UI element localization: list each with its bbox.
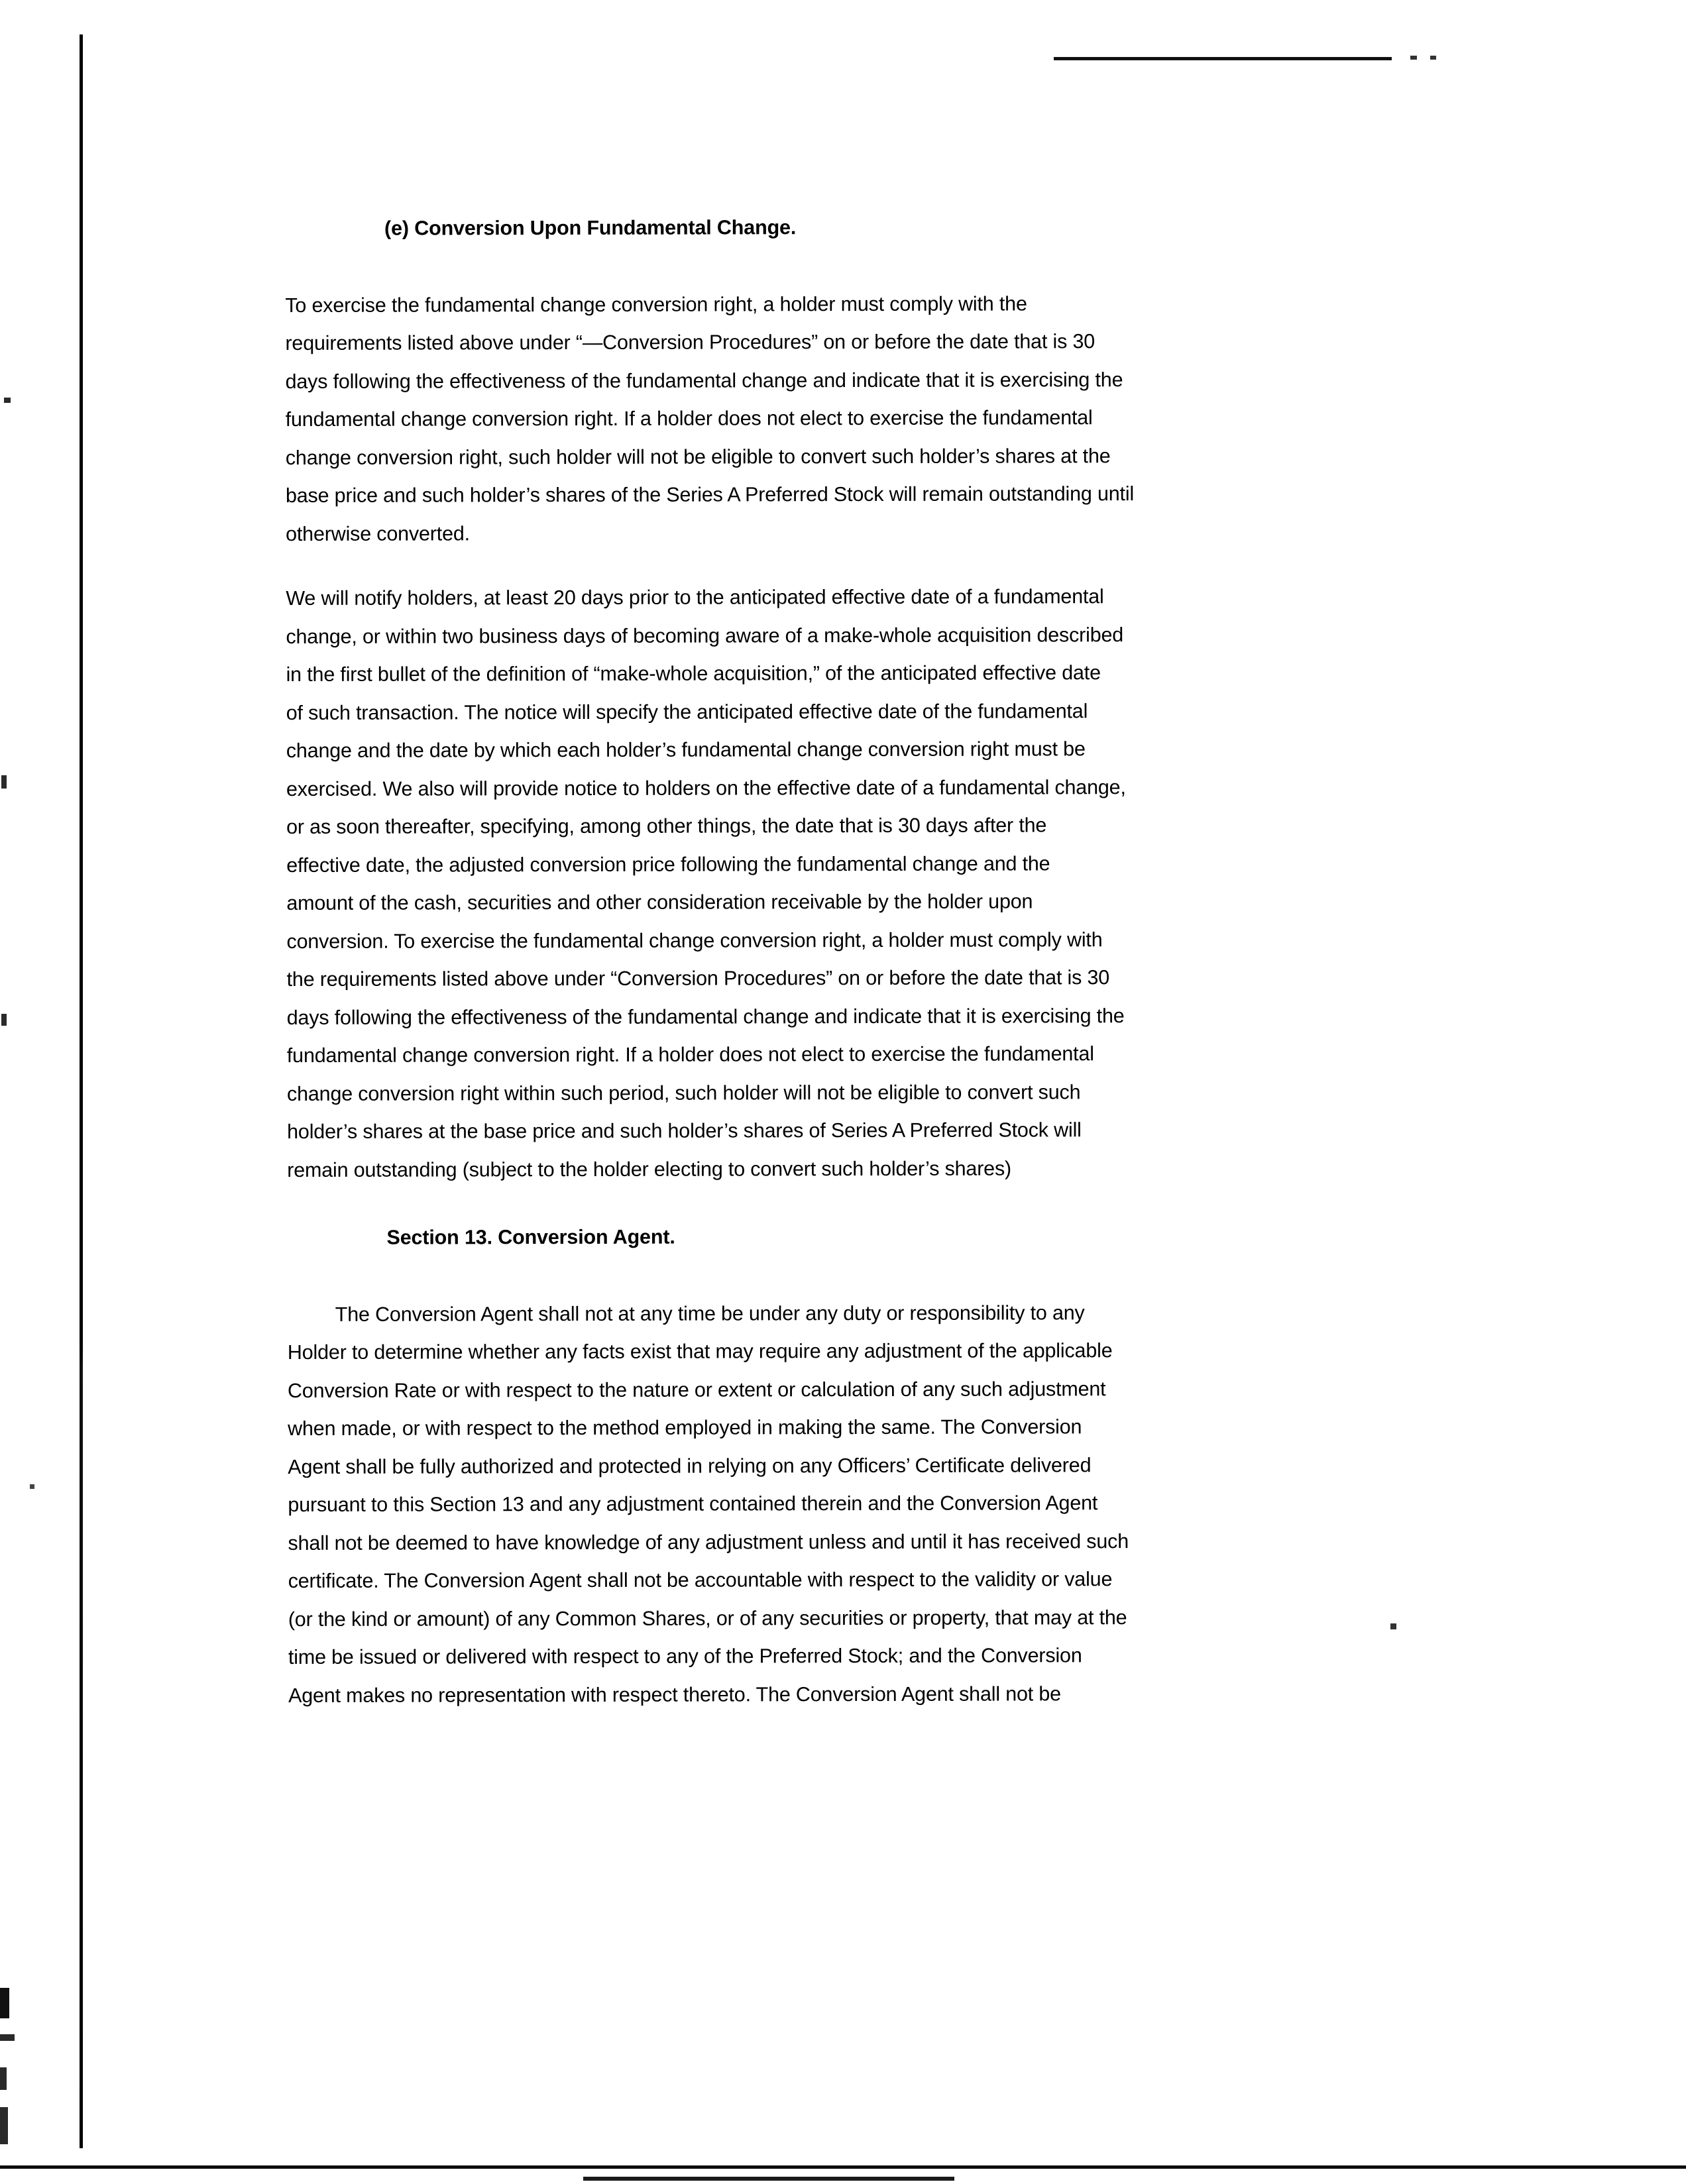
- text-line: the requirements listed above under “Conversion Procedures” on or before the date that is 30: [286, 966, 1110, 991]
- spacer: [288, 1245, 1481, 1295]
- text-line: base price and such holder’s shares of the Series A Preferred Stock will remain outstanding until: [285, 482, 1135, 507]
- text-line: We will notify holders, at least 20 days prior to the anticipated effective date of a fundamental: [286, 585, 1104, 610]
- paragraph-conversion-upon-fundamental-change: [285, 284, 1479, 553]
- text-line: Agent shall be fully authorized and protected in relying on any Officers’ Certificate delivered: [288, 1453, 1092, 1478]
- scan-artifact-top-dot: [1410, 56, 1417, 60]
- paragraph-conversion-agent-duties: [288, 1293, 1481, 1715]
- text-line: amount of the cash, securities and other consideration receivable by the holder upon: [286, 890, 1033, 914]
- document-body: [285, 216, 1481, 1715]
- scan-artifact-left-vertical-rule: [80, 34, 83, 2148]
- scan-artifact-speck: [0, 2107, 8, 2144]
- text-line: remain outstanding (subject to the holder electing to convert such holder’s shares): [287, 1157, 1012, 1181]
- text-line: fundamental change conversion right. If a holder does not elect to exercise the fundamental: [286, 1042, 1094, 1067]
- text-line-content: The Conversion Agent shall not at any time be under any duty or responsibility to any: [335, 1301, 1085, 1326]
- scan-artifact-speck: [30, 1484, 34, 1489]
- text-line: shall not be deemed to have knowledge of any adjustment unless and until it has received such: [288, 1529, 1129, 1555]
- text-line: in the first bullet of the definition of “make-whole acquisition,” of the anticipated effective date: [286, 661, 1101, 686]
- text-line: holder’s shares at the base price and such holder’s shares of Series A Preferred Stock will: [287, 1119, 1082, 1143]
- scan-artifact-speck: [1, 1014, 7, 1026]
- text-line: days following the effectiveness of the fundamental change and indicate that it is exercising the: [286, 1004, 1125, 1029]
- text-line: change conversion right within such period, such holder will not be eligible to convert such: [286, 1080, 1081, 1105]
- text-line: Conversion Rate or with respect to the nature or extent or calculation of any such adjustment: [287, 1377, 1106, 1402]
- paragraph-notice-to-holders: [286, 577, 1480, 1189]
- subsection-heading-conversion-upon-fundamental-change: (e) Conversion Upon Fundamental Change.: [384, 216, 797, 240]
- scan-artifact-top-rule: [1054, 57, 1392, 60]
- text-line: change and the date by which each holder’s fundamental change conversion right must be: [286, 737, 1086, 762]
- text-line: Agent makes no representation with respect thereto. The Conversion Agent shall not be: [288, 1682, 1061, 1707]
- scan-artifact-bottom-dash: [583, 2177, 954, 2181]
- text-line: To exercise the fundamental change conversion right, a holder must comply with the: [285, 292, 1027, 317]
- scan-artifact-speck: [4, 398, 11, 403]
- text-line: exercised. We also will provide notice to holders on the effective date of a fundamental change,: [286, 775, 1126, 800]
- text-line: or as soon thereafter, specifying, among other things, the date that is 30 days after the: [286, 814, 1047, 838]
- text-line: (or the kind or amount) of any Common Shares, or of any securities or property, that may at the: [288, 1606, 1127, 1631]
- spacer: [286, 551, 1479, 580]
- text-line: certificate. The Conversion Agent shall not be accountable with respect to the validity or value: [288, 1568, 1113, 1592]
- scan-artifact-speck: [0, 2067, 7, 2090]
- text-line: effective date, the adjusted conversion price following the fundamental change and the: [286, 851, 1050, 877]
- section-heading-conversion-agent: Section 13. Conversion Agent.: [386, 1225, 675, 1249]
- text-line: time be issued or delivered with respect to any of the Preferred Stock; and the Conversion: [288, 1644, 1082, 1668]
- scan-artifact-top-dot: [1430, 56, 1436, 60]
- text-line: of such transaction. The notice will specify the anticipated effective date of the fundamental: [286, 699, 1088, 724]
- text-line: when made, or with respect to the method employed in making the same. The Conversion: [288, 1415, 1082, 1440]
- text-line: fundamental change conversion right. If a holder does not elect to exercise the fundamental: [285, 406, 1093, 431]
- text-line: otherwise converted.: [286, 521, 470, 545]
- scan-artifact-speck: [0, 2034, 15, 2041]
- scan-artifact-speck: [0, 1988, 9, 2018]
- text-line: requirements listed above under “—Conversion Procedures” on or before the date that is 30: [285, 330, 1096, 355]
- spacer: [287, 1187, 1480, 1228]
- text-line: change, or within two business days of becoming aware of a make-whole acquisition described: [286, 623, 1124, 648]
- text-line: conversion. To exercise the fundamental change conversion right, a holder must comply with: [286, 928, 1103, 953]
- scan-artifact-speck: [1, 775, 7, 789]
- spacer: [285, 236, 1478, 286]
- scan-artifact-bottom-rule: [0, 2165, 1686, 2169]
- text-line: days following the effectiveness of the fundamental change and indicate that it is exercising the: [285, 368, 1123, 393]
- text-line: change conversion right, such holder will not be eligible to convert such holder’s shares at the: [285, 444, 1111, 469]
- text-line: pursuant to this Section 13 and any adjustment contained therein and the Conversion Agent: [288, 1492, 1098, 1516]
- text-line: Holder to determine whether any facts exist that may require any adjustment of the applicable: [287, 1339, 1113, 1364]
- text-line: [288, 1293, 1481, 1334]
